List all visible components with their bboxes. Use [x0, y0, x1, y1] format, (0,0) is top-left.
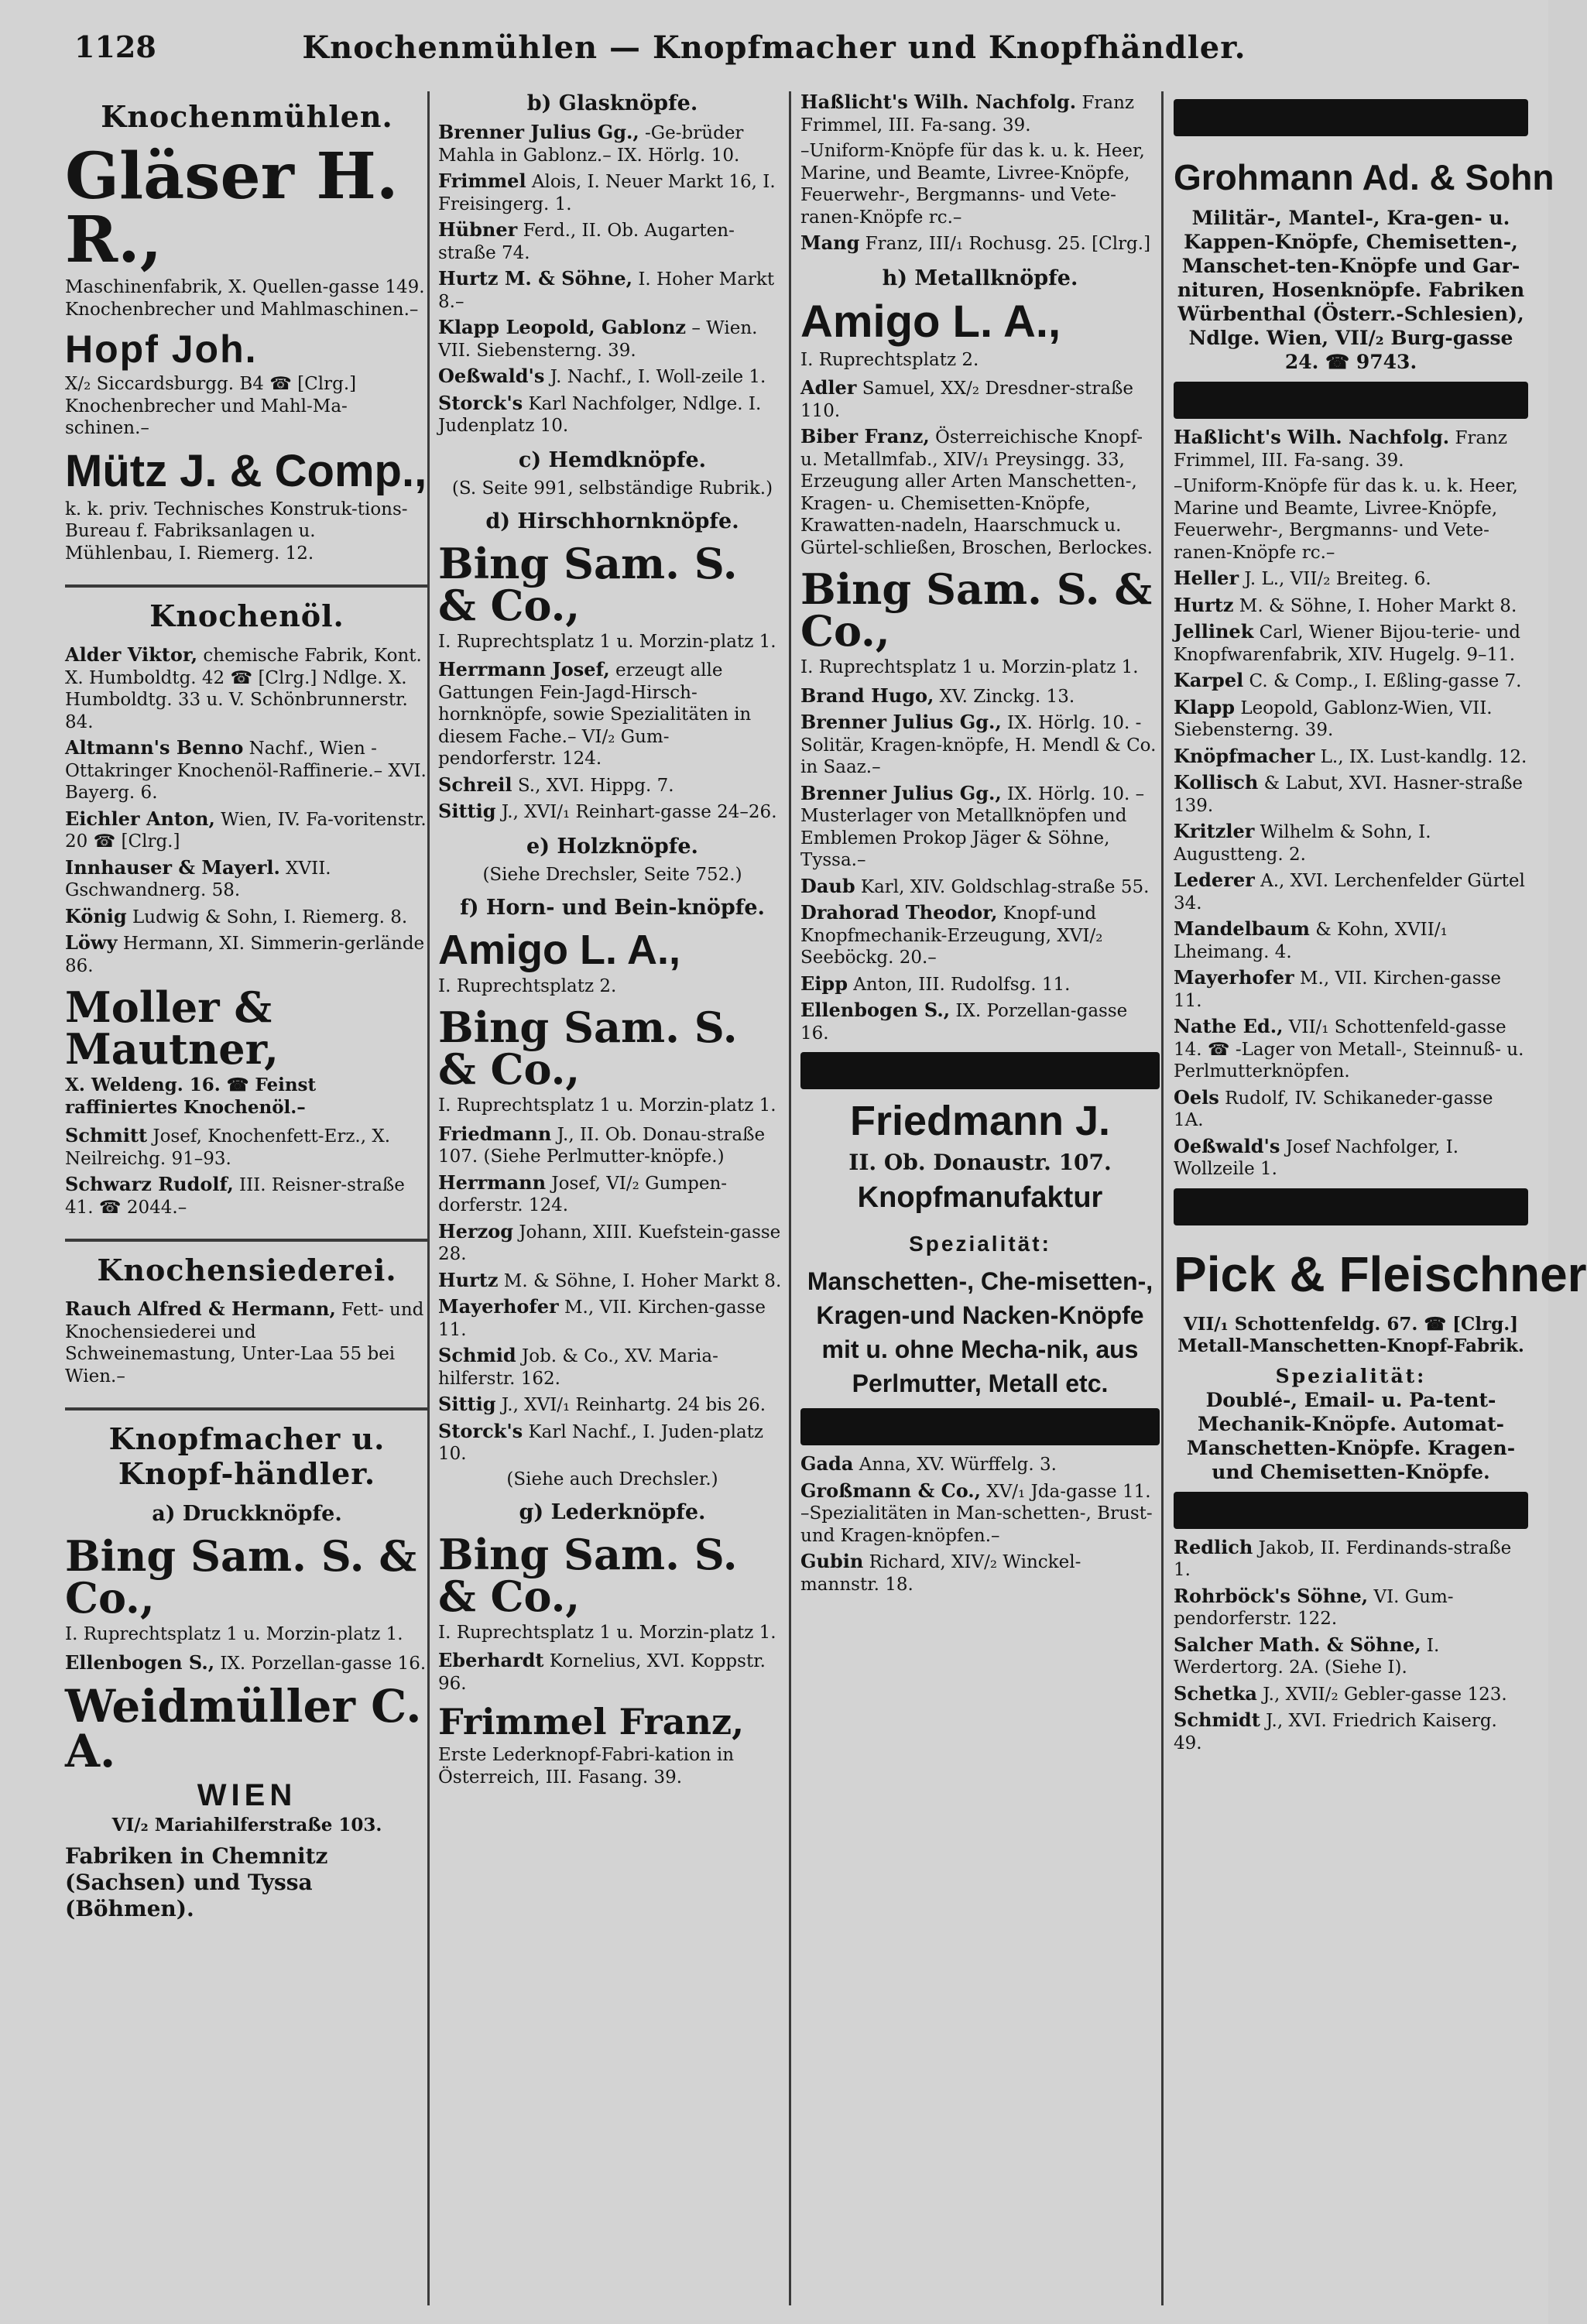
column-1 — [65, 91, 429, 2290]
ad-name: Bing Sam. S. & Co., — [800, 564, 1153, 656]
list-item: Sittig J., XVI/₁ Reinhartg. 24 bis 26. — [438, 1393, 766, 1415]
list-item: Mayerhofer M., VII. Kirchen-gasse 11. — [1174, 966, 1501, 1011]
column-rule-3 — [1161, 91, 1164, 2305]
ad-address: VI/₂ Mariahilferstraße 103. — [111, 1815, 382, 1836]
list-item: Sittig J., XVI/₁ Reinhart-gasse 24–26. — [438, 800, 777, 822]
section-heading: Knopfmacher u. Knopf-händler. — [108, 1421, 386, 1491]
list-item: Knöpfmacher L., IX. Lust-kandlg. 12. — [1174, 744, 1527, 767]
list-item: Herzog Johann, XIII. Kuefstein-gasse 28. — [438, 1219, 781, 1264]
list-item: Brenner Julius Gg., IX. Hörlg. 10. -Solitär, Kragen-knöpfe, H. Mendl & Co. in Saaz.– — [800, 711, 1157, 777]
ad-name: Friedmann J. — [849, 1098, 1111, 1144]
ad-name: Amigo L. A., — [800, 296, 1061, 347]
ad-text: I. Ruprechtsplatz 2. — [800, 349, 979, 370]
ad-text: I. Ruprechtsplatz 1 u. Morzin-platz 1. — [800, 657, 1139, 677]
ad-name: Hopf Joh. — [65, 327, 258, 371]
list-item: Eichler Anton, Wien, IV. Fa-voritenstr. 20 ☎ [Clrg.] — [65, 807, 427, 852]
ad-text: Militär-, Mantel-, Kra-gen- u. Kappen-Knöpfe, Chemisetten-, Manschet-ten-Knöpfe und Gar-nituren, Hosenknöpfe. Fabriken Würbenthal (Österr.-Schlesien), Ndlge. Wien, VII/₂ Burg-gasse 24. ☎ 9743. — [1177, 207, 1525, 373]
list-item: Kollisch & Labut, XVI. Hasner-straße 139. — [1174, 771, 1523, 816]
ad-text: X. Weldeng. 16. ☎ Feinst raffiniertes Knochenöl.– — [65, 1075, 317, 1118]
ad-text: Fabriken in Chemnitz (Sachsen) und Tyssa (Böhmen). — [65, 1842, 328, 1921]
list-item: Klapp Leopold, Gablonz-Wien, VII. Siebensterng. 39. — [1174, 695, 1493, 740]
list-item: Mandelbaum & Kohn, XVII/₁ Lheimang. 4. — [1174, 917, 1448, 962]
list-item: Haßlicht's Wilh. Nachfolg. Franz Frimmel, III. Fa-sang. 39. — [1174, 426, 1508, 471]
list-item: Nathe Ed., VII/₁ Schottenfeld-gasse 14. ☎ -Lager von Metall-, Steinnuß- u. Perlmutterknöpfen. — [1174, 1015, 1524, 1081]
list-item: Adler Samuel, XX/₂ Dresdner-straße 110. — [800, 376, 1133, 421]
list-item: Mayerhofer M., VII. Kirchen-gasse 11. — [438, 1295, 766, 1340]
list-item: Brand Hugo, XV. Zinckg. 13. — [800, 684, 1075, 707]
column-3 — [791, 91, 1160, 2290]
list-item: Rohrböck's Söhne, VI. Gum-pendorferstr. 122. — [1174, 1584, 1454, 1629]
list-item: Drahorad Theodor, Knopf-und Knopfmechanik-Erzeugung, XVI/₂ Seeböckg. 20.– — [800, 901, 1103, 968]
list-item: Herrmann Josef, erzeugt alle Gattungen Fein-Jagd-Hirsch-hornknöpfe, sowie Spezialitäten in diesem Fache.– VI/₂ Gum-pendorferstr. 124. — [438, 658, 752, 769]
list-item: Karpel C. & Comp., I. Eßling-gasse 7. — [1174, 669, 1522, 691]
list-item: Heller J. L., VII/₂ Breiteg. 6. — [1174, 567, 1431, 589]
list-item: Oeßwald's Josef Nachfolger, I. Wollzeile 1. — [1174, 1134, 1459, 1179]
column-2 — [427, 91, 787, 2290]
section-heading: Knochensiederei. — [97, 1253, 397, 1287]
list-item: Frimmel Alois, I. Neuer Markt 16, I. Freisingerg. 1. — [438, 170, 776, 214]
list-item: Friedmann J., II. Ob. Donau-straße 107. (Siehe Perlmutter-knöpfe.) — [438, 1122, 766, 1167]
divider — [65, 1239, 429, 1242]
ad-border-top — [1174, 99, 1528, 136]
ad-border-bottom — [800, 1408, 1160, 1445]
ad-name: Frimmel Franz, — [438, 1701, 745, 1743]
list-item: Großmann & Co., XV/₁ Jda-gasse 11. –Spezialitäten in Man-schetten-, Brust- und Kragen-knöpfen.– — [800, 1479, 1153, 1546]
list-item: Mang Franz, III/₁ Rochusg. 25. [Clrg.] — [800, 231, 1151, 254]
section-heading: Knochenöl. — [149, 598, 344, 633]
divider — [65, 1407, 429, 1411]
ad-text: Doublé-, Email- u. Pa-tent-Mechanik-Knöpfe. Automat-Manschetten-Knöpfe. Kragen- und Chemisetten-Knöpfe. — [1186, 1388, 1516, 1483]
ad-name: Weidmüller C. A. — [65, 1680, 422, 1777]
list-item: Brenner Julius Gg., -Ge-brüder Mahla in Gablonz.– IX. Hörlg. 10. — [438, 121, 744, 166]
divider — [65, 584, 429, 588]
list-item: Schmid Job. & Co., XV. Maria-hilferstr. 162. — [438, 1344, 718, 1389]
ad-text: I. Ruprechtsplatz 2. — [438, 975, 617, 996]
cross-reference: (S. Seite 991, selbständige Rubrik.) — [451, 478, 773, 499]
ad-name: Grohmann Ad. & Sohn — [1174, 157, 1554, 197]
list-item: Hübner Ferd., II. Ob. Augarten-straße 74. — [438, 218, 735, 263]
list-item: Hurtz M. & Söhne, I. Hoher Markt 8.– — [438, 267, 775, 312]
section-heading: Knochenmühlen. — [101, 99, 393, 134]
subsection-heading: b) Glasknöpfe. — [526, 91, 698, 115]
ad-border-bottom — [1174, 1492, 1528, 1529]
ad-text: I. Ruprechtsplatz 1 u. Morzin-platz 1. — [65, 1624, 403, 1644]
list-item: Gada Anna, XV. Würffelg. 3. — [800, 1452, 1057, 1475]
ad-text: I. Ruprechtsplatz 1 u. Morzin-platz 1. — [438, 631, 776, 652]
list-item: Brenner Julius Gg., IX. Hörlg. 10. –Musterlager von Metallknöpfen und Emblemen Prokop Jäger & Söhne, Tyssa.– — [800, 781, 1145, 870]
ad-text: Maschinenfabrik, X. Quellen-gasse 149. Knochenbrecher und Mahlmaschinen.– — [65, 277, 425, 320]
list-item: Löwy Hermann, XI. Simmerin-gerlände 86. — [65, 931, 425, 976]
ad-tagline: Knopfmanufaktur — [857, 1181, 1103, 1214]
ad-name: Mütz J. & Comp., — [65, 445, 427, 496]
list-item: Ellenbogen S., IX. Porzellan-gasse 16. — [800, 999, 1128, 1044]
ad-text: Erste Lederknopf-Fabri-kation in Österreich, III. Fasang. 39. — [438, 1745, 735, 1788]
list-item: Innhauser & Mayerl. XVII. Gschwandnerg. 58. — [65, 855, 331, 900]
friedmann-ad — [800, 1097, 1160, 1400]
list-item: Klapp Leopold, Gablonz – Wien. VII. Siebensterng. 39. — [438, 316, 758, 361]
ad-name: Bing Sam. S. & Co., — [438, 538, 738, 630]
ad-address: VII/₁ Schottenfeldg. 67. ☎ [Clrg.] Metall-Manschetten-Knopf-Fabrik. — [1177, 1313, 1524, 1356]
list-item: Altmann's Benno Nachf., Wien - Ottakringer Knochenöl-Raffinerie.– XVI. Bayerg. 6. — [65, 736, 427, 803]
ad-text: X/₂ Siccardsburgg. B4 ☎ [Clrg.] Knochenbrecher und Mahl-Ma-schinen.– — [65, 374, 357, 438]
ad-text: k. k. priv. Technisches Konstruk-tions-Bureau f. Fabriksanlagen u. Mühlenbau, I. Riemerg. 12. — [65, 499, 408, 564]
ad-address: II. Ob. Donaustr. 107. — [848, 1150, 1112, 1175]
list-item: Jellinek Carl, Wiener Bijou-terie- und Knopfwarenfabrik, XIV. Hugelg. 9–11. — [1174, 620, 1520, 665]
page-header — [0, 29, 1548, 76]
list-item: Storck's Karl Nachfolger, Ndlge. I. Judenplatz 10. — [438, 391, 762, 436]
list-item: –Uniform-Knöpfe für das k. u. k. Heer, Marine, und Beamte, Livree-Knöpfe, Feuerwehr-, Bergmanns- und Vete-ranen-Knöpfe rc.– — [800, 141, 1145, 228]
list-item: Oeßwald's J. Nachf., I. Woll-zeile 1. — [438, 365, 766, 387]
ad-name: Gläser H. R., — [65, 139, 399, 277]
list-item: Oels Rudolf, IV. Schikaneder-gasse 1A. — [1174, 1085, 1493, 1130]
list-item: Gubin Richard, XIV/₂ Winckel-mannstr. 18. — [800, 1550, 1081, 1595]
ad-name: Bing Sam. S. & Co., — [438, 1003, 738, 1094]
subsection-heading: c) Hemdknöpfe. — [518, 447, 707, 472]
column-4 — [1164, 91, 1587, 2290]
ad-border-top — [1174, 1188, 1528, 1225]
list-item: Eberhardt Kornelius, XVI. Koppstr. 96. — [438, 1649, 766, 1694]
subsection-heading: f) Horn- und Bein-knöpfe. — [460, 895, 765, 920]
list-item: Schreil S., XVI. Hippg. 7. — [438, 773, 674, 796]
list-item: Hurtz M. & Söhne, I. Hoher Markt 8. — [438, 1268, 782, 1291]
ad-border-bottom — [1174, 382, 1528, 419]
list-item: König Ludwig & Sohn, I. Riemerg. 8. — [65, 904, 408, 927]
list-item: Rauch Alfred & Hermann, Fett- und Knochensiederei und Schweinemastung, Unter-Laa 55 bei Wien.– — [65, 1297, 424, 1387]
list-item: Haßlicht's Wilh. Nachfolg. Franz Frimmel, III. Fa-sang. 39. — [800, 91, 1135, 135]
subsection-heading: d) Hirschhornknöpfe. — [485, 509, 739, 533]
list-item: Kritzler Wilhelm & Sohn, I. Augustteng. 2. — [1174, 820, 1431, 865]
subsection-heading: e) Holzknöpfe. — [526, 834, 698, 859]
running-title: Knochenmühlen — Knopfmacher und Knopfhändler. — [302, 29, 1246, 66]
ad-border-top — [800, 1052, 1160, 1089]
ad-text: I. Ruprechtsplatz 1 u. Morzin-platz 1. — [438, 1095, 776, 1116]
list-item: –Uniform-Knöpfe für das k. u. k. Heer, Marine und Beamte, Livree-Knöpfe, Feuerwehr-, Bergmanns- und Vete-ranen-Knöpfe rc.– — [1174, 476, 1518, 563]
ad-name: Amigo L. A., — [438, 926, 680, 973]
ad-specialty: Spezialität: — [909, 1232, 1051, 1256]
list-item: Storck's Karl Nachf., I. Juden-platz 10. — [438, 1419, 764, 1464]
list-item: Schwarz Rudolf, III. Reisner-straße 41. ☎ 2044.– — [65, 1173, 405, 1218]
list-item: Alder Viktor, chemische Fabrik, Kont. X. Humboldtg. 42 ☎ [Clrg.] Ndlge. X. Humboldtg. 33 u. V. Schönbrunnerstr. 84. — [65, 643, 422, 732]
list-item: Daub Karl, XIV. Goldschlag-straße 55. — [800, 874, 1150, 897]
list-item: Lederer A., XVI. Lerchenfelder Gürtel 34. — [1174, 869, 1525, 913]
ad-text: I. Ruprechtsplatz 1 u. Morzin-platz 1. — [438, 1622, 776, 1643]
list-item: Hurtz M. & Söhne, I. Hoher Markt 8. — [1174, 593, 1517, 616]
ad-specialty: Spezialität: — [1275, 1364, 1427, 1387]
cross-reference: (Siehe auch Drechsler.) — [506, 1469, 718, 1489]
list-item: Herrmann Josef, VI/₂ Gumpen-dorferstr. 124. — [438, 1171, 728, 1215]
subsection-heading: a) Druckknöpfe. — [152, 1502, 342, 1526]
ad-name: Bing Sam. S. & Co., — [438, 1529, 738, 1621]
subsection-heading: h) Metallknöpfe. — [882, 266, 1078, 290]
ad-text: Manschetten-, Che-misetten-, Kragen-und Nacken-Knöpfe mit u. ohne Mecha-nik, aus Perlmutter, Metall etc. — [807, 1267, 1153, 1397]
list-item: Salcher Math. & Söhne, I. Werdertorg. 2A. (Siehe I). — [1174, 1633, 1440, 1678]
list-item: Schmidt J., XVI. Friedrich Kaiserg. 49. — [1174, 1709, 1497, 1753]
list-item: Schmitt Josef, Knochenfett-Erz., X. Neilreichg. 91–93. — [65, 1124, 391, 1169]
subsection-heading: g) Lederknöpfe. — [519, 1500, 706, 1524]
ad-city: WIEN — [197, 1778, 297, 1812]
list-item: Ellenbogen S., IX. Porzellan-gasse 16. — [65, 1650, 427, 1674]
list-item: Biber Franz, Österreichische Knopf- u. Metallmfab., XIV/₁ Preysingg. 33, Erzeugung aller Arten Manschetten-, Kragen- u. Chemisetten-Knöpfe, Krawatten-nadeln, Haarschmuck u. Gürtel-schließen, Broschen, Berlockes. — [800, 425, 1153, 558]
page-number: 1128 — [74, 29, 156, 64]
list-item: Eipp Anton, III. Rudolfsg. 11. — [800, 972, 1071, 995]
list-item: Schetka J., XVII/₂ Gebler-gasse 123. — [1174, 1681, 1507, 1705]
ad-name: Bing Sam. S. & Co., — [65, 1531, 417, 1623]
cross-reference: (Siehe Drechsler, Seite 752.) — [482, 864, 742, 885]
ad-name: Moller & Mautner, — [65, 982, 279, 1074]
list-item: Redlich Jakob, II. Ferdinands-straße 1. — [1174, 1535, 1512, 1580]
ad-name: Pick & Fleischner — [1174, 1246, 1587, 1302]
